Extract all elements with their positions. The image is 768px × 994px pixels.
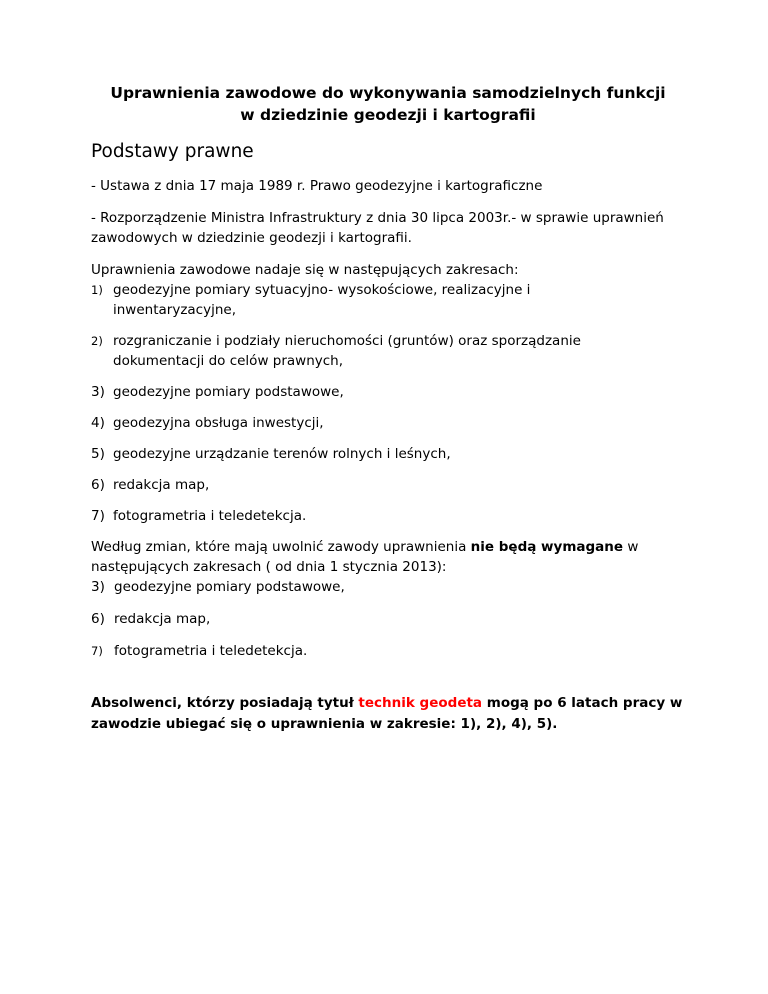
changes-text-pre: Według zmian, które mają uwolnić zawody uprawnienia [91, 539, 471, 555]
list-item [91, 280, 611, 320]
list-item [91, 577, 611, 597]
act-paragraph: - Ustawa z dnia 17 maja 1989 r. Prawo geodezyjne i kartograficzne [91, 178, 543, 194]
title-line-1: Uprawnienia zawodowe do wykonywania samodzielnych funkcji [110, 84, 666, 102]
list-item-text: geodezyjne pomiary podstawowe, [114, 579, 345, 595]
graduates-text-pre: Absolwenci, którzy posiadają tytuł [91, 695, 359, 711]
changes-text-bold: nie będą wymagane [470, 539, 624, 555]
graduates-text-post: mogą po 6 latach pracy w zawodzie ubiegać się o uprawnienia w zakresie: 1), 2), 4), 5). [91, 695, 683, 732]
scopes-intro-paragraph: Uprawnienia zawodowe nadaje się w następujących zakresach: [91, 262, 519, 278]
list-item-number: 3) [91, 579, 105, 595]
scopes-list [91, 280, 611, 526]
list-item-text: geodezyjna obsługa inwestycji, [113, 415, 324, 431]
regulation-paragraph: - Rozporządzenie Ministra Infrastruktury z dnia 30 lipca 2003r.- w sprawie uprawnień zawodowych w dziedzinie geodezji i kartografii. [91, 210, 664, 246]
list-item-number: 7) [91, 508, 105, 524]
list-item-number: 1) [91, 283, 103, 297]
list-item [91, 506, 611, 526]
list-item [91, 609, 611, 629]
document-title [88, 82, 688, 126]
list-item-text: geodezyjne urządzanie terenów rolnych i leśnych, [113, 446, 451, 462]
list-item-text: redakcja map, [114, 611, 211, 627]
list-item [91, 331, 611, 371]
list-item-text: geodezyjne pomiary sytuacyjno- wysokościowe, realizacyjne i inwentaryzacyjne, [113, 282, 531, 318]
list-item-number: 3) [91, 384, 105, 400]
list-item-text: rozgraniczanie i podziały nieruchomości (gruntów) oraz sporządzanie dokumentacji do celów prawnych, [113, 333, 581, 369]
list-item-text: redakcja map, [113, 477, 210, 493]
deregulated-scopes-list [91, 577, 611, 661]
list-item-number: 6) [91, 477, 105, 493]
changes-paragraph [91, 537, 691, 577]
legal-basis-heading: Podstawy prawne [91, 141, 254, 162]
list-item-number: 4) [91, 415, 105, 431]
list-item-number: 2) [91, 334, 103, 348]
list-item-text: geodezyjne pomiary podstawowe, [113, 384, 344, 400]
list-item [91, 475, 611, 495]
title-line-2: w dziedzinie geodezji i kartografii [240, 106, 536, 124]
list-item [91, 444, 611, 464]
changes-text-post: w następujących zakresach ( od dnia 1 stycznia 2013): [91, 539, 639, 575]
list-item [91, 382, 611, 402]
document-content [91, 82, 691, 735]
technik-geodeta-highlight: technik geodeta [358, 695, 483, 711]
list-item [91, 413, 611, 433]
list-item-number: 7) [91, 644, 103, 658]
list-item-number: 6) [91, 611, 105, 627]
list-item-number: 5) [91, 446, 105, 462]
list-item-text: fotogrametria i teledetekcja. [114, 643, 308, 659]
list-item-text: fotogrametria i teledetekcja. [113, 508, 307, 524]
list-item [91, 641, 611, 661]
graduates-paragraph [91, 693, 691, 735]
